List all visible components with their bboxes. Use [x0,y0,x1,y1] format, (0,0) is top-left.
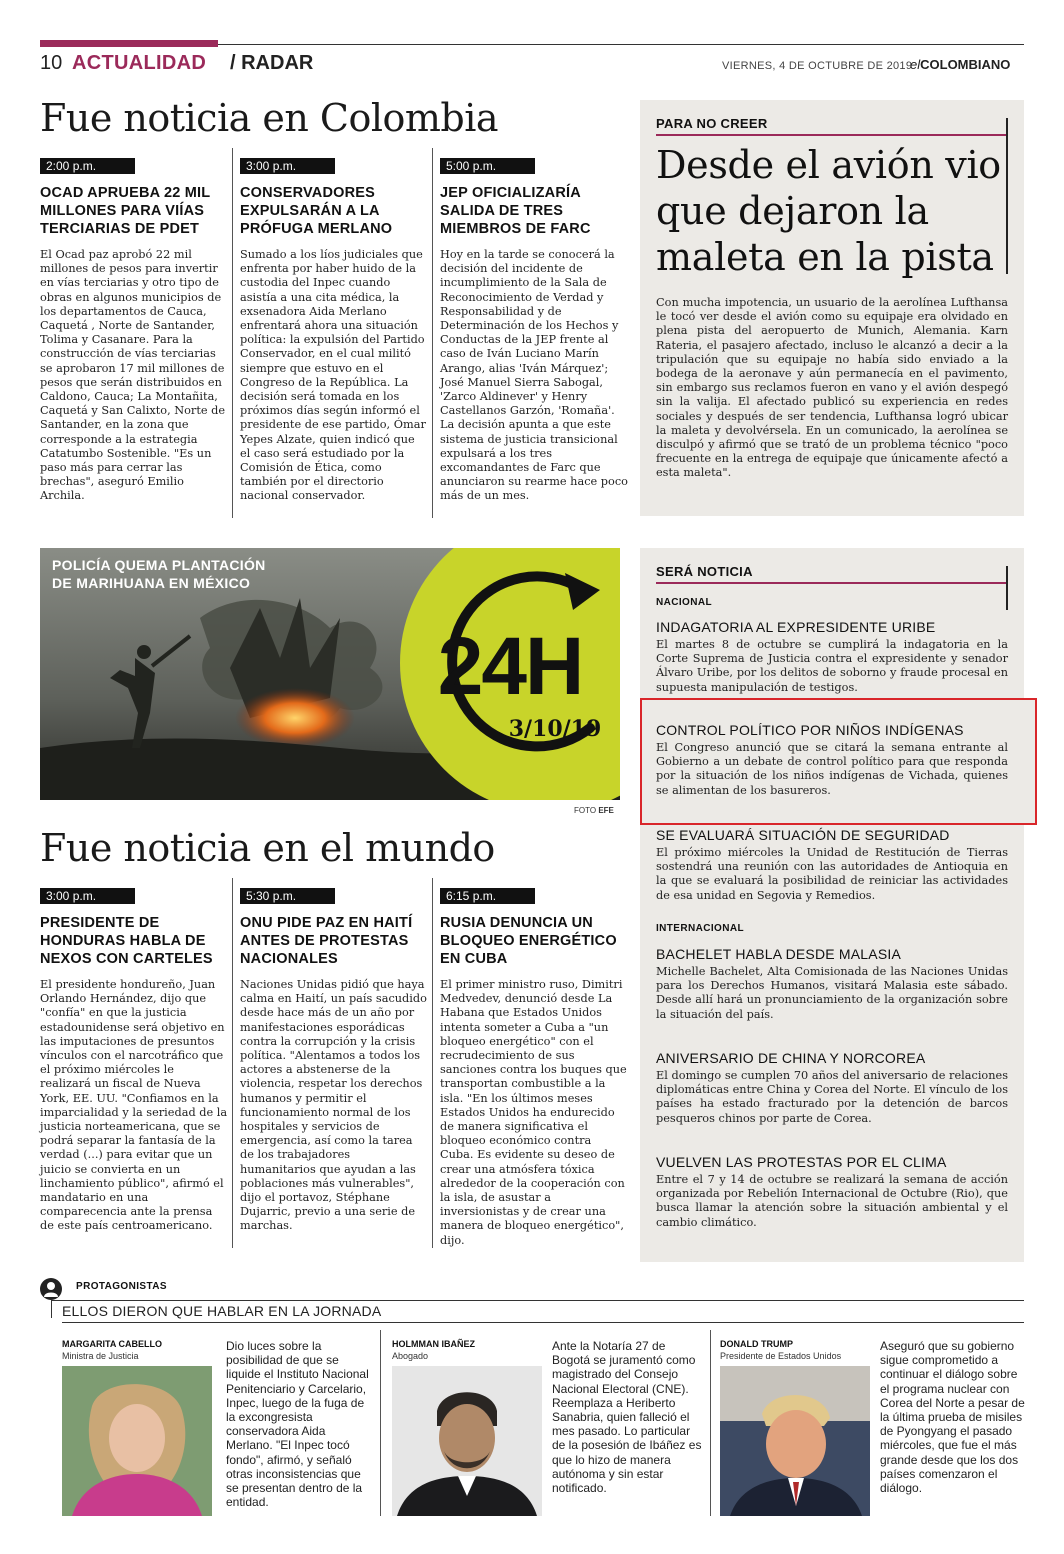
person-icon [40,1278,62,1300]
story-time: 3:00 p.m. [240,158,335,174]
badge-24h-label: 24H [437,621,583,712]
protagonistas-subtitle: ELLOS DIERON QUE HABLAR EN LA JORNADA [62,1303,382,1319]
colombia-story-2 [240,158,428,504]
sn-body: El domingo se cumplen 70 años del aniversario de relaciones diplomáticas entre China y Corea del Norte. El vínculo de los países ha estado fracturado por la detención de barcos pesqueros chinos por parte de Corea. [656,1069,1008,1125]
story-headline: OCAD APRUEBA 22 MIL MILLONES PARA VIÍAS TERCIARIAS DE PDET [40,185,211,237]
protagonist-photo [720,1366,870,1516]
protagonist-photo [392,1366,542,1516]
para-no-creer-vrule [1006,118,1008,274]
sera-noticia-item [656,618,1008,695]
story-time: 5:00 p.m. [440,158,535,174]
photo-caption-line2: DE MARIHUANA EN MÉXICO [52,575,251,591]
story-headline: JEP OFICIALIZARÍA SALIDA DE TRES MIEMBROS DE FARC [440,185,591,237]
edition-date: VIERNES, 4 DE OCTUBRE DE 2019 [722,60,913,72]
photo-credit-source: EFE [598,806,614,815]
internacional-label: INTERNACIONAL [656,923,744,934]
colombia-section-title: Fue noticia en Colombia [40,96,499,140]
protagonist-photo [62,1366,212,1516]
column-divider [232,148,233,518]
protagonist-text: Aseguró que su gobierno sigue comprometido a continuar el diálogo sobre el programa nuclear con Corea del Norte a pesar de la última prueba de misiles de Pyongyang el pasado miércoles, que fue el más grande desde que los dos países comenzaron el diálogo. [880,1339,1025,1496]
story-body: El Ocad paz aprobó 22 mil millones de pesos para invertir en vías terciarias y otro tipo de obras en algunos municipios de los departamentos de Cauca, Caquetá , Norte de Santander, Tolima y Casanare. Para la construcción de vías terciarias se aprobaron 17 mil millones de pesos que serán distribuidos en Caldono, Cauca; La Montañita, Caquetá y San Calixto, Norte de Santander, en la zona que corresponde a la estrategia Catatumbo Sostenible. "Es un paso más para cerrar las brechas", aseguró Emilio Archila. [40,248,226,503]
colombia-story-1 [40,158,228,504]
sn-headline: BACHELET HABLA DESDE MALASIA [656,946,901,962]
story-headline: RUSIA DENUNCIA UN BLOQUEO ENERGÉTICO EN CUBA [440,915,617,967]
sn-body: Entre el 7 y 14 de octubre se realizará la semana de acción organizada por Rebelión Internacional de Octubre (Rio), que busca llamar la atención sobre la situación ambiental y el cambio climático. [656,1173,1008,1229]
column-divider [432,148,433,518]
sera-noticia-item [656,1049,1008,1126]
photo-credit-prefix: FOTO [574,806,597,815]
protagonistas-vline [51,1300,52,1318]
sera-noticia-item [656,826,1008,903]
story-headline: PRESIDENTE DE HONDURAS HABLA DE NEXOS CON CARTELES [40,915,213,967]
column-divider [432,878,433,1248]
sn-headline: CONTROL POLÍTICO POR NIÑOS INDÍGENAS [656,722,964,738]
photo-credit [574,806,614,815]
sn-body: El Congreso anunció que se citará la semana entrante al Gobierno a un debate de control político para que responda por la situación de los niños indígenas de Vichada, quienes se alimentan de los basureros. [656,741,1008,797]
page-number: 10 [40,52,63,74]
story-time: 5:30 p.m. [240,888,335,904]
photo-caption [52,556,266,592]
para-no-creer-body: Con mucha impotencia, un usuario de la aerolínea Lufthansa le tocó ver desde el avión como su equipaje era olvidado en plena pista del aeropuerto de Munich, Alemania. Karn Rateria, el pasajero afectado, incluso le alcanzó a decir a la tripulación que su equipaje no había sido enviado a la bodega de la aeronave y aún permanecía en el pavimento, sin embargo sus reclamos fueron en vano y el avión despegó sin la valija. El afectado publicó su experiencia en redes sociales y después de ser tendencia, Lufthansa logró ubicar la maleta y devolvérsela. En un comunicado, la aerolínea se disculpó y afirmó que se trató de un problema técnico "poco frecuente en la entrega de equipaje que únicamente afectó a esta maleta". [656,296,1008,480]
sera-noticia-item [656,945,1008,1022]
story-headline: ONU PIDE PAZ EN HAITÍ ANTES DE PROTESTAS NACIONALES [240,915,413,967]
column-divider [232,878,233,1248]
para-no-creer-headline: Desde el avión vio que dejaron la maleta en la pista [656,143,1001,279]
story-headline: CONSERVADORES EXPULSARÁN A LA PRÓFUGA MERLANO [240,185,393,237]
nacional-label: NACIONAL [656,597,712,608]
protagonist-divider [710,1330,711,1516]
story-body: El primer ministro ruso, Dimitri Medvedev, denunció desde La Habana que Estados Unidos intenta someter a Cuba a "un bloqueo energético" con el recrudecimiento de sus sanciones contra los buques que transportan combustible a la isla. "En los últimos meses Estados Unidos ha endurecido de manera significativa el bloqueo económico contra Cuba. Es evidente su deseo de crear una atmósfera tóxica alrededor de la cooperación con la isla, de asustar a inversionistas y de crear una manera de bloqueo energético", dijo. [440,978,627,1247]
protagonist-text: Ante la Notaría 27 de Bogotá se juramentó como magistrado del Consejo Nacional Electoral (CNE). Reemplaza a Heriberto Sanabria, quien falleció el mes pasado. Lo particular de la posesión de Ibáñez es que lo hizo de manera autónoma y sin estar notificado. [552,1339,702,1496]
photo-caption-line1: POLICÍA QUEMA PLANTACIÓN [52,557,266,573]
protagonistas-label: PROTAGONISTAS [76,1281,167,1292]
sn-body: Michelle Bachelet, Alta Comisionada de las Naciones Unidas para los Derechos Humanos, visitará Malasia este sábado. Desde allí hará un pronunciamiento de la organización sobre la situación del país. [656,965,1008,1021]
brand-name: COLOMBIANO [920,57,1011,72]
top-rule-accent [40,40,218,47]
story-body: Naciones Unidas pidió que haya calma en Haití, un país sacudido desde hace más de un año por manifestaciones esporádicas contra la corrupción y la crisis política. "Alentamos a todos los actores a abstenerse de la violencia, respetar los derechos humanos y permitir el funcionamiento normal de los hospitales y servicios de emergencia, así como la tarea de los trabajadores humanitarios que ayudan a las poblaciones más vulnerables", dijo el portavoz, Stéphane Dujarric, previo a una serie de marchas. [240,978,427,1233]
story-body: Sumado a los líos judiciales que enfrenta por haber huido de la custodia del Inpec cuando asistía a una cita médica, la exsenadora Aida Merlano enfrentará ahora una situación política: la expulsión del Partido Conservador, en el cual militó siempre que estuvo en el Congreso de la República. La decisión será tomada en los próximos días según informó el presidente de ese partido, Ómar Yepes Alzate, quien indicó que el caso será estudiado por la Comisión de Ética, como también por el directorio nacional conservador. [240,248,426,503]
mundo-story-1 [40,888,228,1234]
sera-noticia-rule [656,582,1006,584]
sn-body: El próximo miércoles la Unidad de Restitución de Tierras sostendrá una reunión con las autoridades de Antioquia en la que se evaluará la posibilidad de reiniciar las actividades de esa unidad en Segovia y Remedios. [656,846,1008,902]
section-title: ACTUALIDAD [72,52,207,74]
sn-headline: ANIVERSARIO DE CHINA Y NORCOREA [656,1050,926,1066]
badge-date: 3/10/19 [508,716,602,742]
sn-headline: SE EVALUARÁ SITUACIÓN DE SEGURIDAD [656,827,950,843]
protagonist-role: Ministra de Justicia [62,1351,139,1361]
protagonistas-rule [51,1300,1024,1301]
sn-headline: VUELVEN LAS PROTESTAS POR EL CLIMA [656,1154,947,1170]
mundo-section-title: Fue noticia en el mundo [40,826,495,870]
protagonist-role: Abogado [392,1351,429,1361]
newspaper-logo [910,57,1010,72]
sera-noticia-vrule [1006,566,1008,610]
story-body: El presidente hondureño, Juan Orlando Hernández, dijo que "confía" en que la justicia estadounidense será objetivo en las imputaciones de presuntos vínculos con el narcotráfico que el próximo miércoles le realizará un fiscal de Nueva York, EE. UU. "Confiamos en la imparcialidad y la seriedad de la justicia norteamericana, que se podrá separar la fantasía de la verdad (...) para evitar que un juicio se convierta en un linchamiento público", afirmó el mandatario en una comparecencia ante la prensa de este país centroamericano. [40,978,228,1233]
protagonist-name: DONALD TRUMP [720,1339,793,1349]
sn-headline: INDAGATORIA AL EXPRESIDENTE URIBE [656,619,936,635]
story-time: 2:00 p.m. [40,158,135,174]
mundo-story-2 [240,888,428,1234]
story-time: 3:00 p.m. [40,888,135,904]
subsection-title: / RADAR [230,52,314,74]
mundo-story-3 [440,888,628,1248]
colombia-story-3 [440,158,628,504]
sera-noticia-label: SERÁ NOTICIA [656,564,753,579]
brand-prefix: el [910,57,921,72]
protagonist-name: HOLMMAN IBAÑEZ [392,1339,475,1349]
protagonist-divider [380,1330,381,1516]
protagonistas-rule-2 [62,1322,1024,1323]
sera-noticia-item [656,721,1008,798]
protagonist-name: MARGARITA CABELLO [62,1339,162,1349]
para-no-creer-label: PARA NO CREER [656,116,768,131]
protagonist-text: Dio luces sobre la posibilidad de que se liquide el Instituto Nacional Penitenciario y Carcelario, Inpec, luego de la fuga de la excongresista conservadora Aida Merlano. "El Inpec tocó fondo", afirmó, y señaló otras inconsistencias que se presentan dentro de la entidad. [226,1339,369,1510]
24h-badge [405,548,620,800]
story-body: Hoy en la tarde se conocerá la decisión del incidente de incumplimiento de la Sala de Reconocimiento de Verdad y Responsabilidad y de Determinación de los Hechos y Conductas de la JEP frente al caso de Iván Luciano Marín Arango, alias 'Iván Márquez'; José Manuel Sierra Sabogal, 'Zarco Aldinever' y Henry Castellanos Garzón, 'Romaña'. La decisión apunta a que este sistema de justicia transicional expulsará a los tres excomandantes de Farc que anunciaron su rearme hace poco más de un mes. [440,248,628,503]
sn-body: El martes 8 de octubre se cumplirá la indagatoria en la Corte Suprema de Justicia contra el expresidente y senador Álvaro Uribe, por los delitos de soborno y fraude procesal en supuesta manipulación de testigos. [656,638,1008,694]
para-no-creer-rule [656,134,1006,136]
story-time: 6:15 p.m. [440,888,535,904]
sera-noticia-item [656,1153,1008,1230]
protagonist-role: Presidente de Estados Unidos [720,1351,842,1361]
